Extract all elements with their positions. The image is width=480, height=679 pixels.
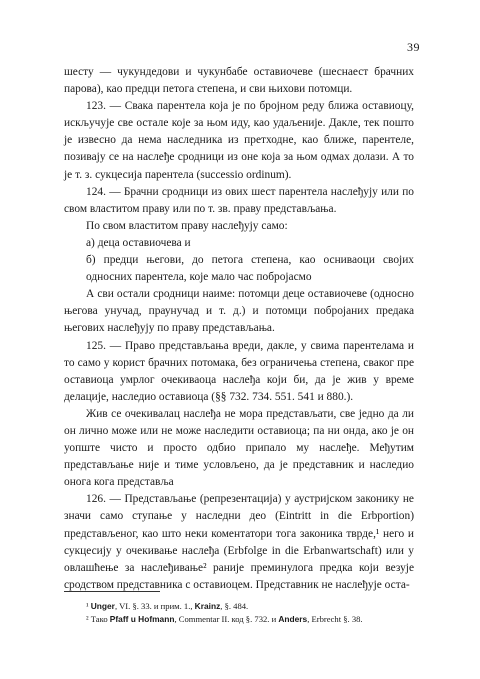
footnote-1: ¹ Unger, VI. §. 33. и прим. 1., Krainz, §. 484. — [86, 601, 249, 611]
page-number: 39 — [407, 40, 420, 54]
footnote-2: ² Тако Pfaff u Hofmann, Commentar II. код §. 732. и Anders, Erbrecht §. 38. — [86, 614, 363, 624]
paragraph-123: 123. — Свака парентела која је по бројном реду ближа оставиоцу, искључује све остале које за њом иду, као удаљеније. Дакле, тек пошто је извесно да нема наследника из претходне, као ближе, парентеле, позивају се на наслеђе сродници из оне која за њом одмах долази. А то је т. з. сукцесија парентела (successio ordinum). — [64, 100, 414, 181]
paragraph: Жив се очекивалац наслеђа не мора представљати, све једно да ли он лично може или не може наследити оставиоца; па ни онда, ако је он уопште чисто и просто одбио припало му наслеђе. Међутим представљање није и тиме условљено, да је представник и наследио онога кога представља — [64, 407, 414, 489]
paragraph: А сви остали сродници наиме: потомци деце оставиочеве (односно његова унучад, праунучад и т. д.) и потомци побројаних предака његових наслеђују по праву представљања. — [64, 288, 414, 335]
footnotes — [64, 600, 414, 626]
paragraph-125: 125. — Право представљања вреди, дакле, у свима парентелама и то само у корист брачних потомака, без ограничења степена, сваког пре оставиоца умрлог очекиваоца наслеђа који би, да је жив у време делације, наследио оставиоца (§§ 732. 734. 551. 541 и 880.). — [64, 339, 414, 403]
paragraph-126: 126. — Представљање (репрезентација) у аустријском законику не значи само ступање у наследни део (Eintritt in die Erbportion) представљеног, као што неки коментатори тога законика тврде,¹ него и сукцесију у очекивање наслеђа (Erbfolge in die Erbanwartschaft) или у овлашћење за наслеђивање² раније преминулога предка који везује сродством представника с оставиоцем. Представник не наслеђује оста- — [64, 493, 414, 591]
paragraph: По свом властитом праву наслеђују само: — [86, 219, 288, 232]
paragraph-124: 124. — Брачни сродници из ових шест парентела наслеђују или по свом властитом праву или по т. зв. праву представљања. — [64, 185, 414, 215]
footnote-divider — [64, 591, 160, 592]
list-item-b: б) предци његови, до петога степена, као осниваоци својих односних парентела, које мало час побројасмо — [86, 254, 414, 284]
paragraph: шесту — чукундедови и чукунбабе оставиочеве (шеснаест брачних парова), као предци петога степена, и сви њихови потомци. — [64, 66, 414, 96]
list-item-a: а) деца оставиочева и — [86, 236, 191, 249]
body-text — [64, 64, 414, 594]
